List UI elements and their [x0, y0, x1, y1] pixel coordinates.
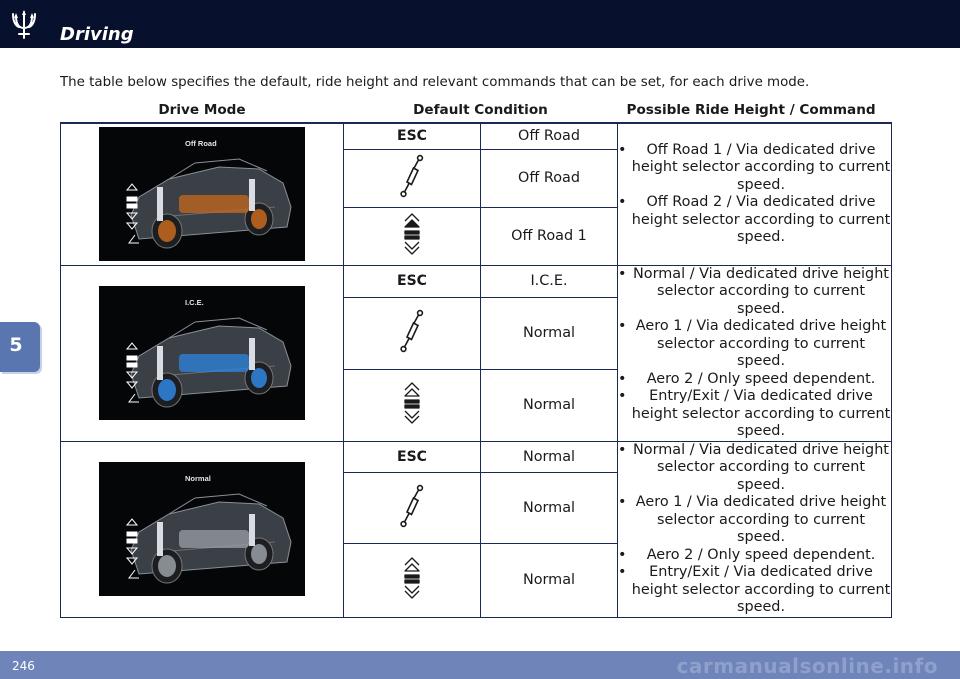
ride-height-icon [402, 213, 422, 255]
drive-mode-table [60, 98, 892, 618]
page-title: Driving [60, 24, 134, 45]
command-list-item: • Aero 1 / Via dedicated drive height selector according to current speed. [618, 494, 891, 547]
drive-mode-screen [99, 286, 305, 420]
page-number: 246 [12, 659, 35, 673]
command-list [618, 266, 891, 441]
table-row [61, 441, 892, 473]
chapter-tab [0, 322, 40, 372]
command-list-item: • Normal / Via dedicated drive height selector according to current speed. [618, 266, 891, 319]
default-condition-value: Normal [481, 473, 618, 544]
default-condition-value: Off Road [481, 123, 618, 149]
drive-mode-image-cell [61, 441, 344, 617]
table-row [61, 123, 892, 149]
esc-label: ESC [397, 448, 427, 465]
command-list-item: • Aero 1 / Via dedicated drive height selector according to current speed. [618, 318, 891, 371]
shock-absorber-icon [399, 484, 425, 528]
default-condition-value: Normal [481, 369, 618, 441]
chapter-number: 5 [9, 334, 23, 356]
shock-absorber-icon [399, 154, 425, 198]
command-list-item: • Aero 2 / Only speed dependent. [618, 547, 891, 565]
drive-mode-image-cell [61, 123, 344, 265]
command-list [618, 442, 891, 617]
table-header-row [61, 98, 892, 123]
drive-mode-screen [99, 462, 305, 596]
ride-height-command-cell [618, 123, 892, 265]
ride-height-icon-cell [344, 544, 481, 617]
page-footer [0, 651, 960, 679]
command-list-item: • Normal / Via dedicated drive height selector according to current speed. [618, 442, 891, 495]
default-condition-value: Normal [481, 544, 618, 617]
intro-text: The table below specifies the default, ride height and relevant commands that can be set, for each drive mode. [60, 75, 810, 90]
ride-height-icon-cell [344, 207, 481, 265]
drive-mode-screen-label: I.C.E. [185, 298, 204, 307]
default-condition-value: I.C.E. [481, 265, 618, 297]
esc-label-cell [344, 123, 481, 149]
drive-mode-screen-label: Off Road [185, 139, 217, 149]
ride-height-icon [402, 557, 422, 599]
command-list-item: • Aero 2 / Only speed dependent. [618, 371, 891, 389]
suspension-icon-cell [344, 297, 481, 369]
ride-height-icon [402, 382, 422, 424]
command-list-item: • Entry/Exit / Via dedicated drive height selector according to current speed. [618, 388, 891, 441]
command-list-item: • Off Road 2 / Via dedicated drive height selector according to current speed. [618, 194, 891, 247]
default-condition-value: Off Road [481, 149, 618, 207]
esc-label-cell [344, 441, 481, 473]
shock-absorber-icon [399, 309, 425, 353]
default-condition-value: Off Road 1 [481, 207, 618, 265]
suspension-icon-cell [344, 149, 481, 207]
ride-height-icon-cell [344, 369, 481, 441]
command-list-item: • Entry/Exit / Via dedicated drive height selector according to current speed. [618, 564, 891, 617]
header-default-condition: Default Condition [344, 98, 618, 123]
table-row [61, 265, 892, 297]
drive-mode-screen [99, 127, 305, 261]
default-condition-value: Normal [481, 297, 618, 369]
esc-label-cell [344, 265, 481, 297]
suspension-icon-cell [344, 473, 481, 544]
command-list [618, 142, 891, 247]
header-drive-mode: Drive Mode [61, 98, 344, 123]
esc-label: ESC [397, 128, 427, 145]
page-header [0, 0, 960, 48]
ride-height-command-cell [618, 265, 892, 441]
ride-height-command-cell [618, 441, 892, 617]
command-list-item: • Off Road 1 / Via dedicated drive height selector according to current speed. [618, 142, 891, 195]
default-condition-value: Normal [481, 441, 618, 473]
esc-label: ESC [397, 273, 427, 290]
header-ride-height-command: Possible Ride Height / Command [618, 98, 892, 123]
trident-logo-icon [10, 10, 38, 40]
drive-mode-image-cell [61, 265, 344, 441]
drive-mode-screen-label: Normal [185, 474, 211, 483]
watermark: carmanualsonline.info [676, 654, 938, 678]
